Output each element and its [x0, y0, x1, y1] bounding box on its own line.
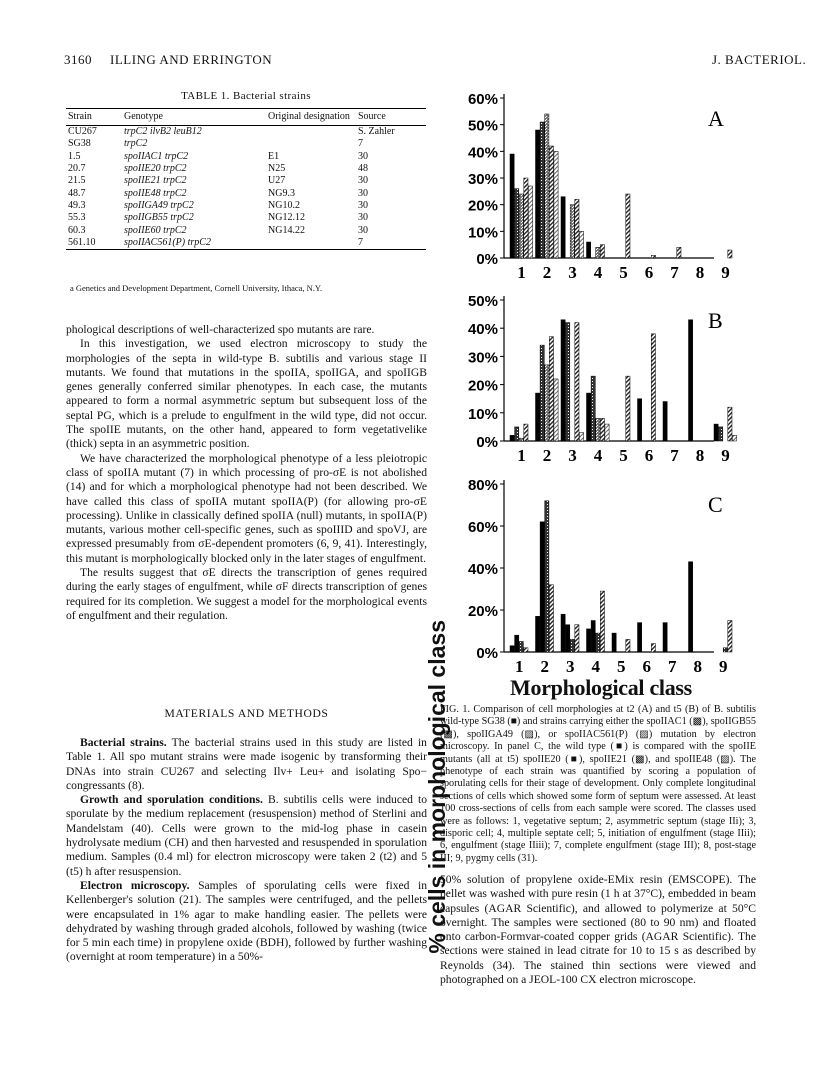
bar — [519, 642, 523, 653]
designation-cell: N25 — [268, 163, 286, 175]
bar — [570, 205, 574, 258]
x-axis-title: Morphological class — [510, 675, 692, 700]
bar — [596, 247, 600, 258]
y-tick-label: 50% — [467, 117, 498, 135]
strains-table — [66, 108, 426, 250]
x-tick-label: 6 — [642, 657, 651, 676]
source-cell: 7 — [358, 138, 363, 150]
x-tick-label: 8 — [695, 263, 705, 282]
y-tick-label: 40% — [467, 321, 498, 339]
bar — [651, 334, 655, 441]
table-row — [66, 224, 426, 236]
table-header: Strain — [66, 109, 122, 126]
panel-label: A — [708, 106, 724, 131]
table-row — [66, 175, 426, 187]
bar — [540, 345, 544, 441]
run-in-head: Electron microscopy. — [80, 878, 190, 892]
bar — [536, 393, 540, 441]
source-cell: 7 — [356, 237, 426, 250]
paragraph: In this investigation, we used electron microscopy to study the morphologies of the septa in wild-type B. subtilis and various stage II mutants. We found that mutations in the spoIIA, spoIIGA, and spoIIGB genes generally conferred similar phenotypes. In each case, the mutants appeared to form a normal asymmetric septum but subsequent loss of the septal PG, which is a prelude to engulfment in the wild type, did not occur. The spoIIE mutants, on the other hand, appeared to form vegetativelike (thick) septa in an asymmetric position. — [66, 337, 427, 451]
table-row — [66, 237, 426, 250]
genotype-cell: spoIIE20 trpC2 — [124, 163, 187, 175]
paragraph — [66, 793, 427, 879]
x-tick-label: 7 — [667, 657, 677, 676]
genotype-cell: spoIIGB55 trpC2 — [124, 212, 194, 224]
bar — [566, 323, 570, 441]
bar — [554, 379, 558, 441]
figure-caption: FIG. 1. Comparison of cell morphologies at t2 (A) and t5 (B) of B. subtilis wild-type SG38 (■) and strains carrying either the spoIIAC1 (▩), spoIIGB55 (▩), spoIIGA49 (▨), or spoIIAC561(P) (▨) mutation by electron microscopy. In panel C, the wild type (■) is compared with the spoIIE mutants (all at t5) spoIIE20 (■), spoIIE21 (▩), and spoIIE48 (▨). The phenotype of each strain was quantified by scoring a population of sporulating cells for their stage of development. Only complete longitudinal sections of cells which showed some form of septum were assessed. At least 100 cross-sections of cells from each sample were scored. The classes used were as follows: 1, vegetative septum; 2, asymmetric septum (stage IIi); 3, disporic cell; 4, multiple septate cell; 5, initiation of engulfment (stage IIii); 6, engulfment (stage IIiii); 7, complete engulfment (stage III); 8, post-stage III; 9, pygmy cells (31). — [440, 704, 756, 864]
y-tick-label: 10% — [467, 224, 498, 242]
genotype-cell: trpC2 — [124, 138, 148, 150]
bar — [689, 320, 693, 441]
bar — [719, 427, 723, 441]
x-tick-label: 8 — [693, 657, 702, 676]
table-row — [66, 212, 426, 224]
genotype-cell: spoIIE60 trpC2 — [124, 224, 187, 236]
bar — [651, 644, 655, 652]
table-header: Original designation — [266, 109, 356, 126]
x-tick-label: 2 — [540, 657, 549, 676]
bar — [510, 154, 514, 258]
x-tick-label: 7 — [670, 263, 679, 282]
page-number: 3160 — [64, 52, 92, 67]
x-tick-label: 2 — [542, 446, 552, 465]
strain-cell: SG38 — [68, 138, 91, 150]
bar — [728, 407, 732, 441]
bar — [549, 337, 553, 441]
x-tick-label: 9 — [721, 263, 730, 282]
bar — [575, 625, 579, 652]
source-cell: 30 — [358, 199, 368, 211]
y-tick-label: 80% — [467, 477, 498, 494]
bar — [728, 250, 732, 258]
bar — [524, 648, 528, 652]
x-tick-label: 9 — [721, 446, 730, 465]
bar — [524, 178, 528, 258]
strain-cell: 21.5 — [68, 175, 86, 187]
panel-label: B — [708, 308, 723, 333]
designation-cell: NG12.12 — [268, 212, 305, 224]
genotype-cell: spoIIGA49 trpC2 — [124, 199, 194, 211]
bar — [587, 242, 591, 258]
run-in-head: Growth and sporulation conditions. — [80, 793, 263, 807]
source-cell: 30 — [358, 212, 368, 224]
x-tick-label: 4 — [591, 657, 600, 676]
strain-cell: 20.7 — [68, 163, 86, 175]
table-row — [66, 138, 426, 150]
paragraph: The results suggest that σE directs the transcription of genes required during the early stages of engulfment, while σF directs transcription of genes required for its completion. We suggest a model for the morphological events of engulfment and their regulation. — [66, 566, 427, 622]
source-cell: 30 — [358, 187, 368, 199]
designation-cell — [266, 138, 356, 150]
x-tick-label: 4 — [593, 446, 603, 465]
run-in-head: Bacterial strains. — [80, 736, 167, 749]
strain-cell: 561.10 — [66, 237, 122, 250]
bar — [732, 435, 736, 441]
bar — [561, 614, 565, 652]
x-tick-label: 6 — [644, 446, 654, 465]
bar — [540, 122, 544, 258]
y-tick-label: 20% — [467, 603, 498, 620]
table-row — [66, 151, 426, 163]
bar — [587, 393, 591, 441]
strain-cell: CU267 — [68, 126, 97, 138]
bar — [689, 562, 693, 652]
bar — [549, 146, 553, 258]
designation-cell: E1 — [268, 150, 280, 162]
paragraph-body: Samples of sporulating cells were fixed in Kellenberger's solution (21). The samples were centrifuged, and the pellets were encapsulated in 1% agar to make handling easier. The pellets were dehydrated by washing through graded alcohols, followed by washing (twice for 5 min each time) in propylene oxide (BDH), followed by further washing (overnight at room temperature) in a 50%- — [66, 878, 427, 964]
methods-continued — [440, 873, 756, 987]
bar — [596, 633, 600, 652]
x-tick-label: 5 — [619, 446, 628, 465]
y-tick-label: 50% — [467, 293, 498, 310]
bar — [528, 186, 532, 258]
y-tick-label: 0% — [476, 251, 498, 268]
section-title: MATERIALS AND METHODS — [164, 707, 329, 720]
bar — [591, 621, 595, 653]
y-tick-label: 0% — [476, 434, 498, 451]
bar — [566, 625, 570, 652]
bar — [612, 633, 616, 652]
designation-cell — [266, 237, 356, 250]
genotype-cell: spoIIAC561(P) trpC2 — [122, 237, 266, 250]
x-tick-label: 6 — [644, 263, 654, 282]
bar — [515, 189, 519, 258]
x-tick-label: 5 — [616, 657, 626, 676]
paragraph: 50% solution of propylene oxide-EMix resin (EMSCOPE). The pellet was washed with pure resin (1 h at 37°C), embedded in beam capsules (AGAR Scientific), and allowed to polymerize at 50°C overnight. The samples were sectioned (80 to 90 nm) and floated onto carbon-Formvar-coated copper grids (AGAR Scientific). The sections were stained in lead citrate for 10 to 15 s as described by Reynolds (34). The stained thin sections were viewed and photographed on a JEOL-100 CX electron microscope. — [440, 873, 756, 987]
bar — [677, 247, 681, 258]
x-tick-label: 3 — [568, 446, 577, 465]
paragraph-body: B. subtilis cells were induced to sporulate by the medium replacement (resuspension) method of Sterlini and Mandelstam (40). Cells were grown to the mid-log phase in casein hydrolysate medium (CH) and then harvested and resuspended in sporulation medium. Samples (0.4 ml) for electron microscopy were taken 2 (t2) and 5 (t5) h after resuspension. — [66, 793, 428, 878]
bar — [575, 199, 579, 258]
x-tick-label: 4 — [593, 263, 603, 282]
bar — [540, 522, 544, 652]
bar — [605, 424, 609, 441]
y-tick-label: 20% — [467, 377, 498, 395]
bar — [510, 646, 514, 652]
source-cell: 30 — [358, 175, 368, 187]
source-cell: 30 — [358, 150, 368, 162]
y-axis-title: % cells in morphological class — [424, 620, 450, 954]
bar — [524, 424, 528, 441]
running-authors: ILLING AND ERRINGTON — [110, 52, 273, 67]
bar — [651, 255, 655, 258]
bar — [510, 435, 514, 441]
bar — [638, 623, 642, 652]
paragraph — [66, 879, 427, 965]
bar — [579, 231, 583, 258]
bar — [536, 130, 540, 258]
x-tick-label: 9 — [718, 657, 728, 676]
table-title: TABLE 1. Bacterial strains — [181, 90, 311, 102]
intro-text — [66, 323, 427, 623]
x-tick-label: 5 — [619, 263, 628, 282]
bar — [579, 433, 583, 441]
y-tick-label: 60% — [467, 91, 498, 108]
strain-cell: 1.5 — [68, 150, 81, 162]
bar — [549, 585, 553, 652]
bar — [561, 320, 565, 441]
paragraph: phological descriptions of well-characterized spo mutants are rare. — [66, 323, 375, 336]
table-header: Genotype — [122, 109, 266, 126]
bar — [515, 427, 519, 441]
strain-cell: 60.3 — [68, 224, 86, 236]
genotype-cell: trpC2 ilvB2 leuB12 — [124, 126, 202, 138]
table-row — [66, 126, 426, 139]
y-tick-label: 60% — [467, 519, 498, 536]
bar — [515, 635, 519, 652]
source-cell: 48 — [358, 163, 368, 175]
designation-cell: NG14.22 — [268, 224, 305, 236]
x-tick-label: 1 — [517, 446, 526, 465]
x-tick-label: 3 — [568, 263, 577, 282]
paragraph — [66, 736, 427, 793]
bar — [728, 621, 732, 653]
source-cell: 30 — [358, 224, 368, 236]
bar — [600, 591, 604, 652]
bar — [536, 616, 540, 652]
strain-cell: 48.7 — [68, 187, 86, 199]
bar — [554, 151, 558, 258]
paragraph: We have characterized the morphological phenotype of a less pleiotropic class of spoIIA mutant (7) in which processing of pro-σE is not abolished (14) and for which a morphological phenotype had not been described. We have called this class of spoIIA mutant spoIIA(P) (for allowing pro-σE processing). Unlike in classically defined spoIIA (null) mutants, in spoIIA(P) mutants, various mother cell-specific genes, such as spoIIID and spoVJ, are expressed presumably from σE-dependent promoters (6, 9, 41). Interestingly, this mutant is morphologically blocked only in the later stages of engulfment. — [66, 451, 427, 565]
x-tick-label: 8 — [695, 446, 705, 465]
strain-cell: 49.3 — [68, 199, 86, 211]
table-header: Source — [356, 109, 426, 126]
y-tick-label: 30% — [467, 349, 498, 367]
bar — [519, 194, 523, 258]
x-tick-label: 3 — [565, 657, 575, 676]
bar — [626, 639, 630, 652]
bar — [545, 114, 549, 258]
y-tick-label: 30% — [467, 171, 498, 188]
bar — [561, 197, 565, 258]
x-tick-label: 1 — [517, 263, 526, 282]
designation-cell: NG10.2 — [268, 199, 300, 211]
bar — [519, 438, 523, 441]
strain-cell: 55.3 — [68, 212, 86, 224]
y-tick-label: 10% — [467, 405, 498, 423]
bar — [626, 194, 630, 258]
bar — [663, 402, 667, 441]
bar — [591, 376, 595, 441]
table-row — [66, 163, 426, 175]
y-tick-label: 40% — [467, 144, 498, 162]
designation-cell: NG9.3 — [268, 187, 295, 199]
bar — [600, 245, 604, 258]
table-row — [66, 187, 426, 199]
methods-text — [66, 736, 427, 965]
genotype-cell: spoIIE21 trpC2 — [124, 175, 187, 187]
bar — [663, 623, 667, 652]
y-tick-label: 20% — [467, 197, 498, 215]
designation-cell — [266, 126, 356, 139]
x-tick-label: 7 — [670, 446, 679, 465]
bar — [626, 376, 630, 441]
designation-cell: U27 — [268, 175, 286, 187]
genotype-cell: spoIIAC1 trpC2 — [124, 150, 189, 162]
bar — [600, 418, 604, 441]
running-journal: J. BACTERIOL. — [712, 52, 807, 67]
table-footnote: a Genetics and Development Department, Cornell University, Ithaca, N.Y. — [70, 283, 323, 293]
source-cell: S. Zahler — [358, 126, 395, 138]
bar — [587, 629, 591, 652]
y-tick-label: 40% — [467, 561, 498, 578]
panel-label: C — [708, 492, 723, 517]
bar — [638, 399, 642, 441]
x-tick-label: 2 — [542, 263, 552, 282]
bar — [575, 323, 579, 441]
genotype-cell: spoIIE48 trpC2 — [124, 187, 187, 199]
figure-1-chart — [438, 86, 758, 706]
bar — [723, 648, 727, 652]
paragraph-body: The bacterial strains used in this study are listed in Table 1. All spo mutant strains were made isogenic by transforming their DNAs into strain CU267 and selecting Ilv+ Leu+ and isolating Spo− congressants (8). — [66, 736, 427, 792]
bar — [596, 418, 600, 441]
bar — [570, 639, 574, 652]
bar — [545, 365, 549, 441]
x-tick-label: 1 — [514, 657, 524, 676]
table-row — [66, 200, 426, 212]
bar — [714, 424, 718, 441]
y-tick-label: 0% — [476, 645, 498, 662]
bar — [545, 501, 549, 652]
